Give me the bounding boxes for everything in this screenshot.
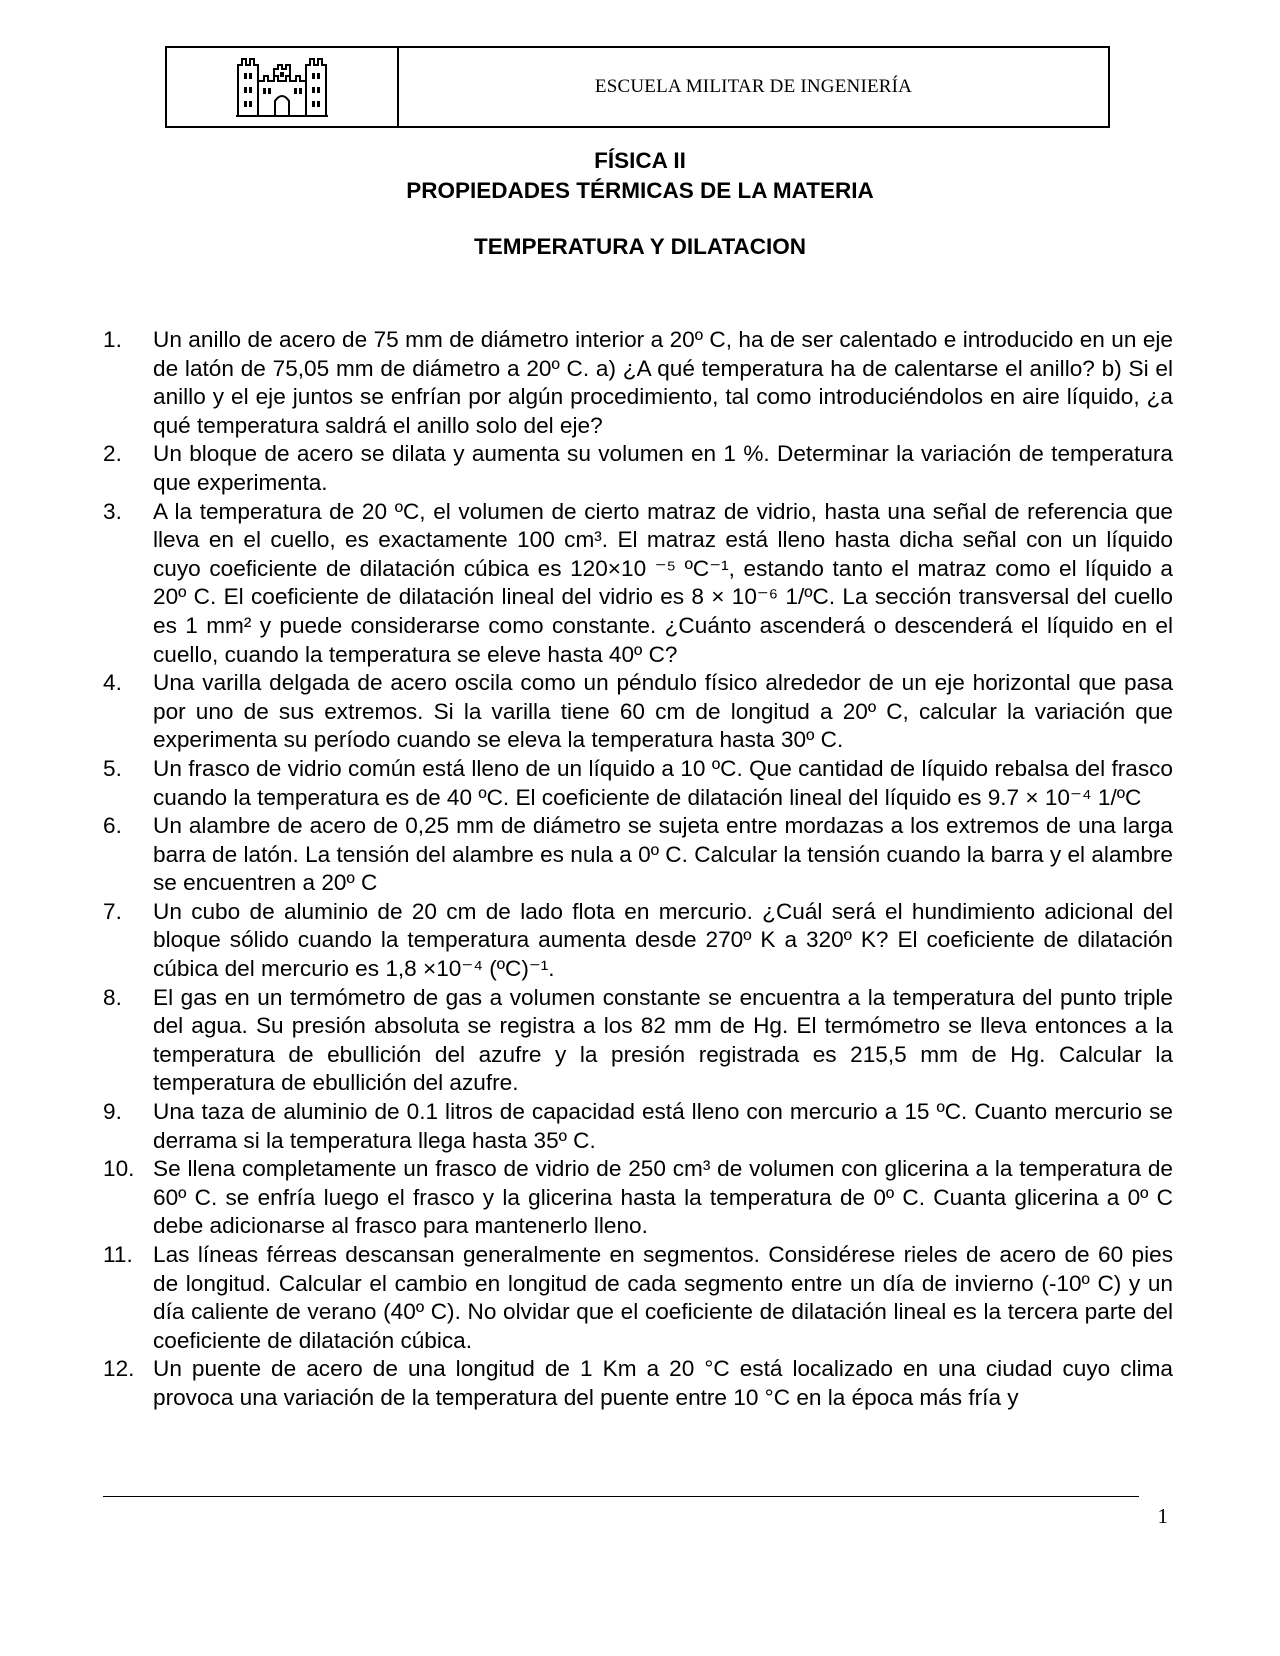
school-name: ESCUELA MILITAR DE INGENIERÍA bbox=[594, 76, 913, 97]
problem-text: Un anillo de acero de 75 mm de diámetro interior a 20º C, ha de ser calentado e introducido en un eje de latón de 75,05 mm de diámetro a 20º C. a) ¿A qué temperatura ha de calentarse el anillo? b) Si el anillo y el eje juntos se enfrían por algún procedimiento, tal como introduciéndolos en aire líquido, ¿a qué temperatura saldrá el anillo solo del eje? bbox=[153, 327, 1173, 438]
problem-number: 8. bbox=[103, 984, 122, 1010]
letterhead bbox=[165, 46, 1110, 128]
problem-item bbox=[103, 440, 1173, 497]
problem-number: 7. bbox=[103, 898, 122, 924]
problem-item bbox=[103, 1355, 1173, 1412]
castle-icon bbox=[235, 55, 329, 119]
problem-item bbox=[103, 498, 1173, 670]
problem-text: Un cubo de aluminio de 20 cm de lado flota en mercurio. ¿Cuál será el hundimiento adicional del bloque sólido cuando la temperatura aumenta desde 270º K a 320º K? El coeficiente de dilatación cúbica del mercurio es 1,8 ×10⁻⁴ (ºC)⁻¹. bbox=[153, 898, 1173, 982]
unit-title: PROPIEDADES TÉRMICAS DE LA MATERIA bbox=[406, 178, 874, 203]
problem-item bbox=[103, 755, 1173, 812]
page-number: 1 bbox=[1157, 1504, 1168, 1528]
problem-number: 4. bbox=[103, 670, 122, 696]
problem-number: 5. bbox=[103, 755, 122, 781]
problem-number: 10. bbox=[103, 1156, 135, 1182]
course-title: FÍSICA II bbox=[594, 148, 686, 173]
problem-item bbox=[103, 1241, 1173, 1355]
problem-text: Un alambre de acero de 0,25 mm de diámetro se sujeta entre mordazas a los extremos de una larga barra de latón. La tensión del alambre es nula a 0º C. Calcular la tensión cuando la barra y el alambre se encuentren a 20º C bbox=[153, 813, 1173, 896]
problem-item bbox=[103, 326, 1173, 440]
footer-divider bbox=[103, 1496, 1139, 1497]
problem-text: Las líneas férreas descansan generalmente en segmentos. Considérese rieles de acero de 60 pies de longitud. Calcular el cambio en longitud de cada segmento entre un día de invierno (-10º C) y un día caliente de verano (40º C). No olvidar que el coeficiente de dilatación lineal es la tercera parte del coeficiente de dilatación cúbica. bbox=[153, 1242, 1173, 1353]
problem-number: 11. bbox=[103, 1242, 133, 1267]
problem-item bbox=[103, 1098, 1173, 1155]
problem-text: Una taza de aluminio de 0.1 litros de capacidad está lleno con mercurio a 15 ºC. Cuanto mercurio se derrama si la temperatura llega hasta 35º C. bbox=[153, 1099, 1173, 1153]
problem-text: Un puente de acero de una longitud de 1 Km a 20 °C está localizado en una ciudad cuyo clima provoca una variación de la temperatura del puente entre 10 °C en la época más fría y bbox=[153, 1356, 1173, 1410]
problem-number: 6. bbox=[103, 813, 122, 839]
problem-text: Una varilla delgada de acero oscila como un péndulo físico alrededor de un eje horizontal que pasa por uno de sus extremos. Si la varilla tiene 60 cm de longitud a 20º C, calcular la variación que experimenta su período cuando se eleva la temperatura hasta 30º C. bbox=[153, 670, 1173, 753]
problem-number: 3. bbox=[103, 498, 122, 524]
problem-number: 1. bbox=[103, 327, 122, 352]
problem-item bbox=[103, 812, 1173, 898]
problem-text: Se llena completamente un frasco de vidrio de 250 cm³ de volumen con glicerina a la temperatura de 60º C. se enfría luego el frasco y la glicerina hasta la temperatura de 0º C. Cuanta glicerina a 0º C debe adicionarse al frasco para mantenerlo lleno. bbox=[153, 1156, 1173, 1239]
problem-number: 9. bbox=[103, 1099, 122, 1125]
problem-text: El gas en un termómetro de gas a volumen constante se encuentra a la temperatura del punto triple del agua. Su presión absoluta se registra a los 82 mm de Hg. El termómetro se lleva entonces a la temperatura de ebullición del azufre y la presión registrada es 215,5 mm de Hg. Calcular la temperatura de ebullición del azufre. bbox=[153, 984, 1173, 1096]
problem-item bbox=[103, 898, 1173, 984]
document-titles bbox=[0, 146, 1280, 262]
problem-number: 2. bbox=[103, 441, 122, 467]
problem-item bbox=[103, 669, 1173, 755]
problem-text: Un bloque de acero se dilata y aumenta su volumen en 1 %. Determinar la variación de temperatura que experimenta. bbox=[153, 441, 1173, 495]
problem-list bbox=[103, 326, 1173, 1413]
problem-item bbox=[103, 984, 1173, 1098]
problem-text: Un frasco de vidrio común está lleno de un líquido a 10 ºC. Que cantidad de líquido rebalsa del frasco cuando la temperatura es de 40 ºC. El coeficiente de dilatación lineal del líquido es 9.7 × 10⁻⁴ 1/ºC bbox=[153, 755, 1173, 810]
problem-item bbox=[103, 1155, 1173, 1241]
problem-number: 12. bbox=[103, 1356, 135, 1382]
topic-title: TEMPERATURA Y DILATACION bbox=[473, 234, 807, 259]
problem-text: A la temperatura de 20 ºC, el volumen de cierto matraz de vidrio, hasta una señal de referencia que lleva en el cuello, es exactamente 100 cm³. El matraz está lleno hasta dicha señal con un líquido cuyo coeficiente de dilatación cúbica es 120×10 ⁻⁵ ºC⁻¹, estando tanto el matraz como el líquido a 20º C. El coeficiente de dilatación lineal del vidrio es 8 × 10⁻⁶ 1/ºC. La sección transversal del cuello es 1 mm² y puede considerarse como constante. ¿Cuánto ascenderá o descenderá el líquido en el cuello, cuando la temperatura se eleve hasta 40º C? bbox=[153, 498, 1173, 667]
logo-cell bbox=[167, 48, 399, 126]
